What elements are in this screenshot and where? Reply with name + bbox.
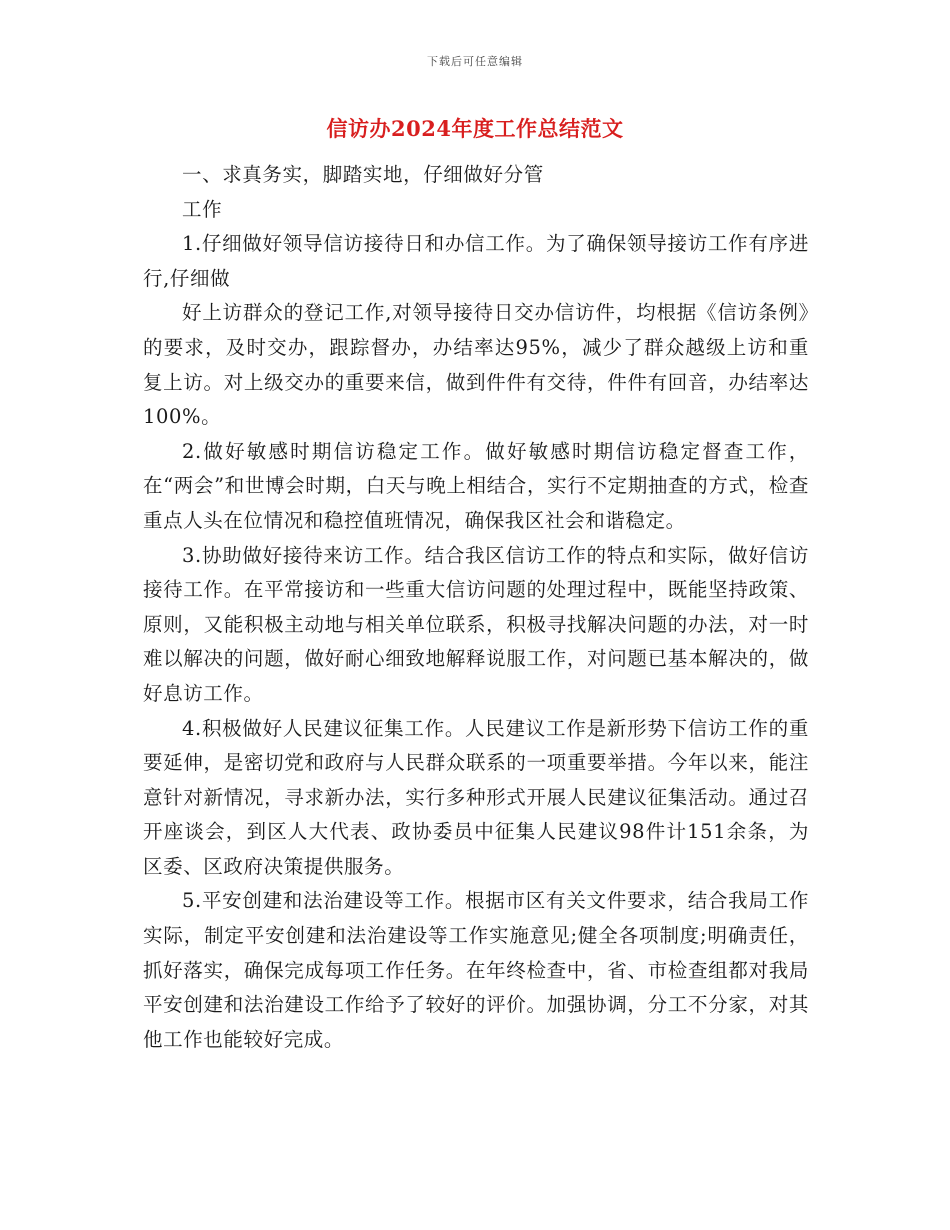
document-title: 信访办2024年度工作总结范文 (326, 116, 624, 141)
document-body (143, 158, 809, 1057)
paragraph-item2: 2.做好敏感时期信访稳定工作。做好敏感时期信访稳定督查工作，在“两会”和世博会时期，白天与晚上相结合，实行不定期抽查的方式，检查重点人头在位情况和稳控值班情况，确保我区社会和谐稳定。 (143, 439, 809, 532)
paragraph-item3: 3.协助做好接待来访工作。结合我区信访工作的特点和实际，做好信访接待工作。在平常接访和一些重大信访问题的处理过程中，既能坚持政策、原则，又能积极主动地与相关单位联系，积极寻找解决问题的办法，对一时难以解决的问题，做好耐心细致地解释说服工作，对问题已基本解决的，做好息访工作。 (143, 543, 809, 705)
paragraph-item5: 5.平安创建和法治建设等工作。根据市区有关文件要求，结合我局工作实际，制定平安创建和法治建设等工作实施意见;健全各项制度;明确责任，抓好落实，确保完成每项工作任务。在年终检查中，省、市检查组都对我局平安创建和法治建设工作给予了较好的评价。加强协调，分工不分家，对其他工作也能较好完成。 (143, 889, 809, 1051)
section-heading-line2: 工作 (182, 197, 223, 221)
paragraph-item1-part1: 1.仔细做好领导信访接待日和办信工作。为了确保领导接访工作有序进行,仔细做 (143, 232, 809, 290)
section-heading-line1: 一、求真务实，脚踏实地，仔细做好分管 (182, 163, 544, 186)
paragraph-item4: 4.积极做好人民建议征集工作。人民建议工作是新形势下信访工作的重要延伸，是密切党和政府与人民群众联系的一项重要举措。今年以来，能注意针对新情况，寻求新办法，实行多种形式开展人民建议征集活动。通过召开座谈会，到区人大代表、政协委员中征集人民建议98件计151余条，为区委、区政府决策提供服务。 (143, 716, 809, 878)
paragraph-item1-part2: 好上访群众的登记工作,对领导接待日交办信访件，均根据《信访条例》的要求，及时交办，跟踪督办，办结率达95%，减少了群众越级上访和重复上访。对上级交办的重要来信，做到件件有交待，件件有回音，办结率达100%。 (143, 301, 809, 429)
header-note: 下载后可任意编辑 (427, 55, 523, 68)
